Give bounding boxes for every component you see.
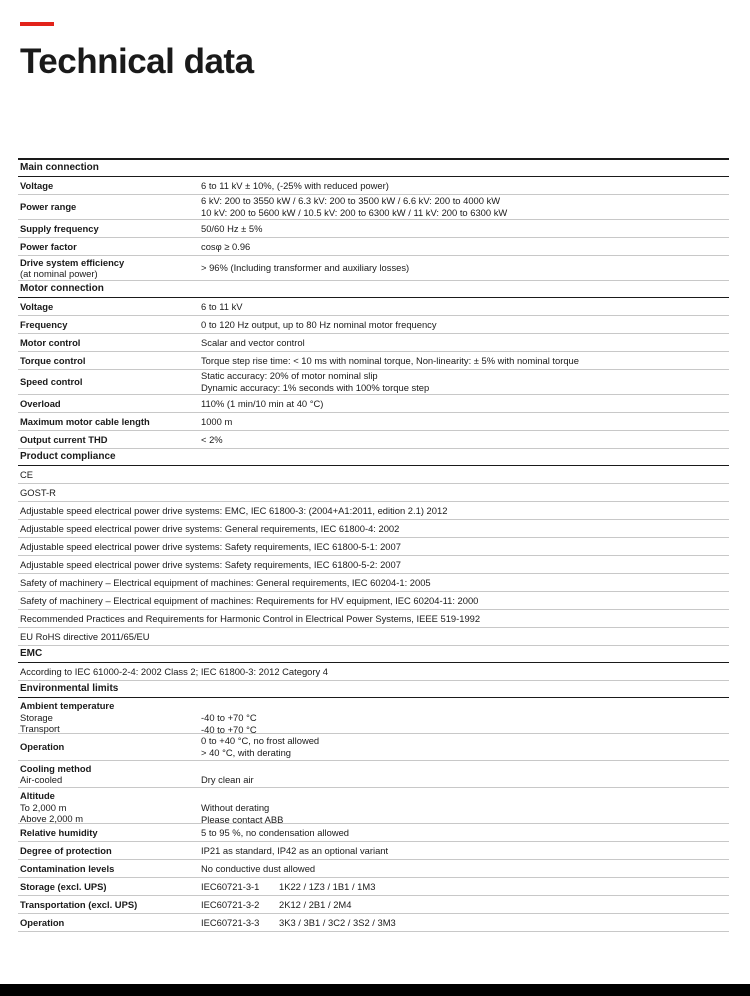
section-header-main-connection: Main connection — [18, 160, 729, 177]
row-label: Power factor — [20, 240, 77, 252]
list-item — [18, 556, 729, 574]
compliance-item: Safety of machinery – Electrical equipment of machines: General requirements, IEC 60204-1: 2005 — [20, 577, 431, 588]
table-row — [18, 256, 729, 281]
table-row — [18, 195, 729, 220]
standard-code: IEC60721-3-3 — [201, 916, 260, 928]
row-label-main: Ambient temperature — [20, 700, 115, 711]
row-label: Degree of protection — [20, 844, 112, 856]
class-codes: 1K22 / 1Z3 / 1B1 / 1M3 — [279, 880, 376, 892]
row-value: IP21 as standard, IP42 as an optional variant — [201, 844, 389, 856]
compliance-item: CE — [20, 469, 34, 480]
row-value — [201, 700, 729, 736]
compliance-item: Adjustable speed electrical power drive systems: Safety requirements, IEC 61800-5-2: 2007 — [20, 559, 401, 570]
row-value — [201, 735, 729, 759]
row-value: 0 to 120 Hz output, up to 80 Hz nominal motor frequency — [201, 318, 437, 330]
table-row — [18, 896, 729, 914]
row-value — [201, 917, 729, 929]
row-label-main: Altitude — [20, 790, 55, 801]
table-row — [18, 334, 729, 352]
list-item — [18, 538, 729, 556]
table-row — [18, 734, 729, 761]
row-value-line: Dynamic accuracy: 1% seconds with 100% torque step — [201, 382, 430, 393]
row-label: Operation — [20, 741, 65, 753]
row-label-sub: (at nominal power) — [20, 268, 98, 279]
row-label-sub: To 2,000 m — [20, 801, 67, 813]
table-row — [18, 352, 729, 370]
compliance-item: Adjustable speed electrical power drive systems: General requirements, IEC 61800-4: 2002 — [20, 523, 400, 534]
row-label — [18, 763, 201, 786]
accent-bar — [20, 22, 54, 26]
compliance-item: Adjustable speed electrical power drive systems: EMC, IEC 61800-3: (2004+A1:2011, edition 2.1) 2012 — [20, 505, 448, 516]
table-row — [18, 761, 729, 788]
row-label: Supply frequency — [20, 222, 99, 234]
section-header-emc: EMC — [18, 646, 729, 663]
standard-code: IEC60721-3-1 — [201, 880, 260, 892]
row-value-line: 0 to +40 °C, no frost allowed — [201, 735, 320, 746]
row-value: 50/60 Hz ± 5% — [201, 222, 263, 234]
row-label: Output current THD — [20, 433, 108, 445]
table-row — [18, 316, 729, 334]
row-label — [18, 700, 201, 735]
row-value — [201, 762, 729, 786]
row-label: Contamination levels — [20, 862, 115, 874]
emc-statement: According to IEC 61000-2-4: 2002 Class 2; IEC 61800-3: 2012 Category 4 — [20, 666, 328, 677]
page-title: Technical data — [20, 42, 254, 81]
standard-code: IEC60721-3-2 — [201, 898, 260, 910]
class-codes: 2K12 / 2B1 / 2M4 — [279, 898, 352, 910]
row-label: Storage (excl. UPS) — [20, 880, 107, 892]
row-value: Scalar and vector control — [201, 336, 305, 348]
list-item — [18, 592, 729, 610]
list-item — [18, 520, 729, 538]
table-row — [18, 431, 729, 449]
section-header-product-compliance: Product compliance — [18, 449, 729, 466]
row-label: Power range — [20, 201, 77, 213]
compliance-item: Safety of machinery – Electrical equipment of machines: Requirements for HV equipment, IEC 60204-11: 2000 — [20, 595, 479, 606]
table-row — [18, 238, 729, 256]
row-label: Transportation (excl. UPS) — [20, 898, 138, 910]
compliance-item: Recommended Practices and Requirements for Harmonic Control in Electrical Power Systems, IEEE 519-1992 — [20, 613, 481, 624]
row-label: Voltage — [20, 179, 54, 191]
table-row — [18, 824, 729, 842]
section-header-environmental-limits: Environmental limits — [18, 681, 729, 698]
table-row — [18, 370, 729, 395]
row-label — [18, 790, 201, 825]
row-value-line: 6 kV: 200 to 3550 kW / 6.3 kV: 200 to 3500 kW / 6.6 kV: 200 to 4000 kW — [201, 195, 501, 206]
table-row — [18, 860, 729, 878]
table-row — [18, 698, 729, 734]
table-row — [18, 177, 729, 195]
list-item — [18, 610, 729, 628]
row-label-sub: Transport — [20, 723, 60, 734]
section-header-motor-connection: Motor connection — [18, 281, 729, 298]
class-codes: 3K3 / 3B1 / 3C2 / 3S2 / 3M3 — [279, 916, 396, 928]
compliance-item: EU RoHS directive 2011/65/EU — [20, 631, 150, 642]
table-row — [18, 220, 729, 238]
row-label-main: Drive system efficiency — [20, 256, 125, 268]
row-value — [201, 370, 729, 394]
footer-bar — [0, 984, 750, 996]
table-row — [18, 413, 729, 431]
row-value — [201, 790, 729, 826]
table-row — [18, 298, 729, 316]
row-value — [201, 195, 729, 219]
row-value: 1000 m — [201, 415, 233, 427]
table-row — [18, 788, 729, 824]
row-value: 6 to 11 kV ± 10%, (-25% with reduced power) — [201, 179, 389, 191]
row-value: No conductive dust allowed — [201, 862, 316, 874]
row-value: < 2% — [201, 433, 223, 445]
row-label-sub: Storage — [20, 711, 53, 723]
row-value: cosφ ≥ 0.96 — [201, 240, 251, 252]
list-item — [18, 628, 729, 646]
row-value-line: -40 to +70 °C — [201, 712, 257, 723]
list-item — [18, 663, 729, 681]
list-item — [18, 502, 729, 520]
technical-data-table — [18, 158, 729, 932]
row-value: 110% (1 min/10 min at 40 °C) — [201, 397, 324, 409]
list-item — [18, 466, 729, 484]
row-value: 6 to 11 kV — [201, 300, 243, 312]
table-row — [18, 395, 729, 413]
list-item — [18, 574, 729, 592]
row-label: Relative humidity — [20, 826, 98, 838]
list-item — [18, 484, 729, 502]
row-label: Operation — [20, 916, 65, 928]
row-value-line: > 40 °C, with derating — [201, 747, 291, 758]
table-row — [18, 914, 729, 932]
row-label: Frequency — [20, 318, 68, 330]
row-value-line: Static accuracy: 20% of motor nominal slip — [201, 370, 378, 381]
row-label: Motor control — [20, 336, 81, 348]
row-label — [18, 257, 201, 280]
row-label: Voltage — [20, 300, 54, 312]
row-value — [201, 881, 729, 893]
row-label-sub: Above 2,000 m — [20, 813, 84, 824]
row-value-line: 10 kV: 200 to 5600 kW / 10.5 kV: 200 to 6300 kW / 11 kV: 200 to 6300 kW — [201, 207, 508, 218]
table-row — [18, 842, 729, 860]
row-value: 5 to 95 %, no condensation allowed — [201, 826, 350, 838]
row-label-main: Cooling method — [20, 762, 92, 774]
row-label: Overload — [20, 397, 61, 409]
row-value-line: Dry clean air — [201, 774, 254, 785]
row-label: Torque control — [20, 354, 86, 366]
table-row — [18, 878, 729, 896]
row-label: Maximum motor cable length — [20, 415, 150, 427]
row-value-line: Without derating — [201, 802, 270, 813]
row-value: Torque step rise time: < 10 ms with nominal torque, Non-linearity: ± 5% with nominal torque — [201, 354, 579, 366]
row-value — [201, 899, 729, 911]
compliance-item: GOST-R — [20, 487, 56, 498]
row-value-line: -40 to +70 °C — [201, 724, 257, 735]
row-value-line: Please contact ABB — [201, 814, 284, 825]
row-value: > 96% (Including transformer and auxiliary losses) — [201, 262, 410, 273]
compliance-item: Adjustable speed electrical power drive systems: Safety requirements, IEC 61800-5-1: 2007 — [20, 541, 401, 552]
row-label-sub: Air-cooled — [20, 774, 63, 785]
row-label: Speed control — [20, 376, 83, 388]
